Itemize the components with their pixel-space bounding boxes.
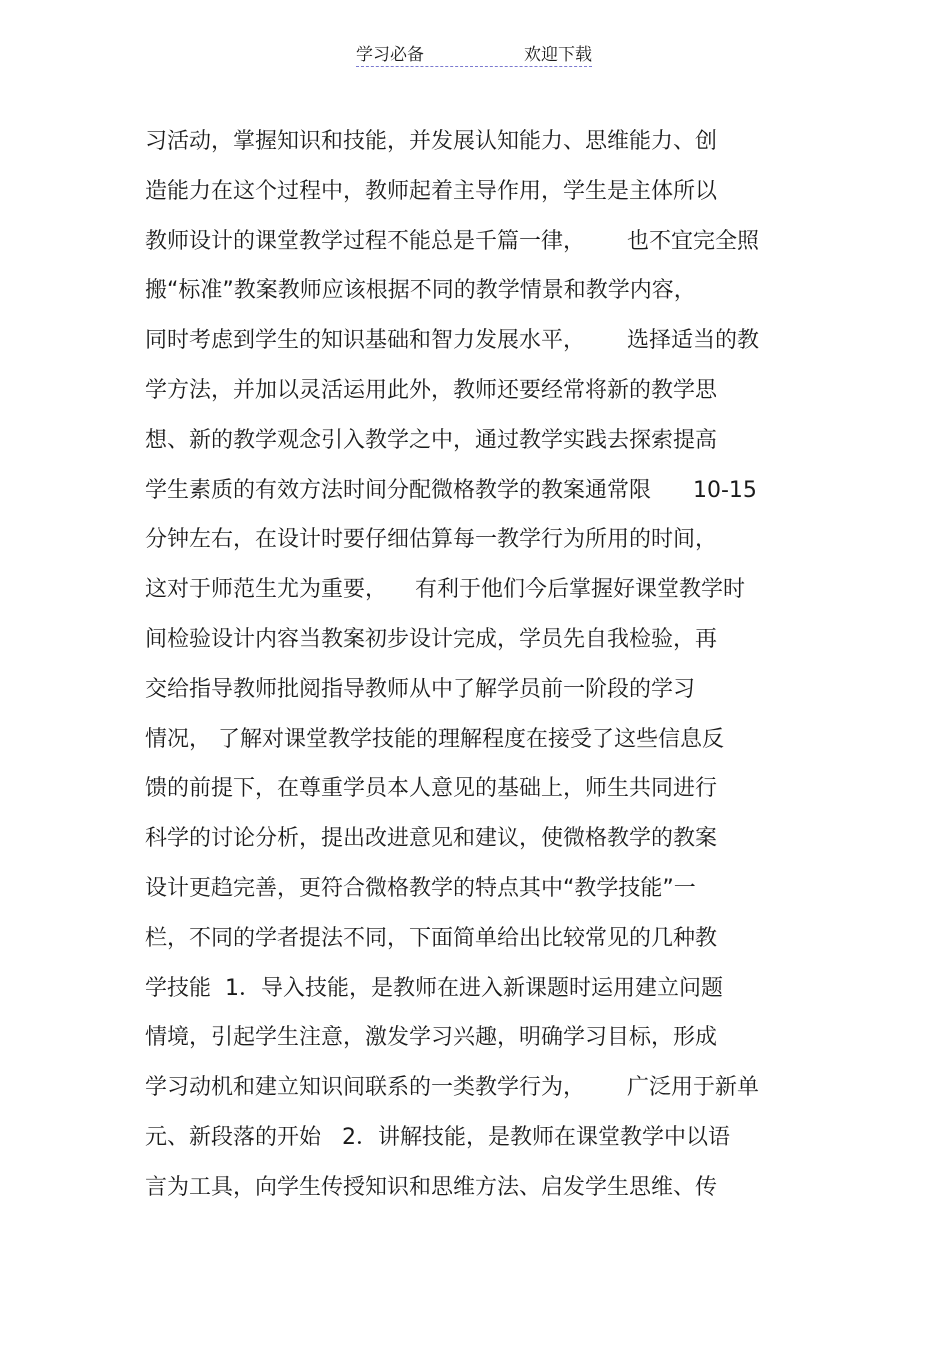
text-line: 同时考虑到学生的知识基础和智力发展水平， 选择适当的教 [145, 328, 759, 354]
text-line: 间检验设计内容当教案初步设计完成，学员先自我检验，再 [145, 626, 718, 652]
text-line: 馈的前提下，在尊重学员本人意见的基础上，师生共同进行 [145, 776, 718, 802]
text-line: 这对于师范生尤为重要， 有利于他们今后掌握好课堂教学时 [145, 577, 745, 603]
body-text [145, 117, 825, 1213]
text-line: 交给指导教师批阅指导教师从中了解学员前一阶段的学习 [145, 676, 696, 702]
text-line: 学方法，并加以灵活运用此外，教师还要经常将新的教学思 [145, 377, 718, 403]
text-line: 元、新段落的开始 2．讲解技能，是教师在课堂教学中以语 [145, 1124, 730, 1150]
text-line: 言为工具，向学生传授知识和思维方法、启发学生思维、传 [145, 1174, 718, 1200]
text-line: 分钟左右，在设计时要仔细估算每一教学行为所用的时间， [145, 527, 718, 553]
text-line: 学生素质的有效方法时间分配微格教学的教案通常限 10-15 [145, 477, 757, 503]
text-line: 学技能 1．导入技能，是教师在进入新课题时运用建立问题 [145, 975, 723, 1001]
text-line: 情况， 了解对课堂教学技能的理解程度在接受了这些信息反 [145, 726, 724, 752]
text-line: 情境，引起学生注意，激发学习兴趣，明确学习目标，形成 [145, 1025, 718, 1051]
text-line: 想、新的教学观念引入教学之中，通过教学实践去探索提高 [145, 427, 718, 453]
text-line: 造能力在这个过程中，教师起着主导作用，学生是主体所以 [145, 178, 718, 204]
text-line: 学习动机和建立知识间联系的一类教学行为， 广泛用于新单 [145, 1075, 759, 1101]
text-line: 搬“标准”教案教师应该根据不同的教学情景和教学内容， [145, 278, 696, 304]
text-line: 设计更趋完善，更符合微格教学的特点其中“教学技能”一 [145, 875, 696, 901]
page-header [356, 40, 592, 67]
text-line: 习活动，掌握知识和技能，并发展认知能力、思维能力、创 [145, 129, 718, 154]
header-right-text: 欢迎下载 [524, 45, 592, 65]
header-left-text: 学习必备 [356, 45, 424, 65]
text-line: 科学的讨论分析，提出改进意见和建议，使微格教学的教案 [145, 826, 718, 852]
text-line: 教师设计的课堂教学过程不能总是千篇一律， 也不宜完全照 [145, 228, 759, 254]
text-line: 栏，不同的学者提法不同，下面简单给出比较常见的几种教 [145, 925, 718, 951]
